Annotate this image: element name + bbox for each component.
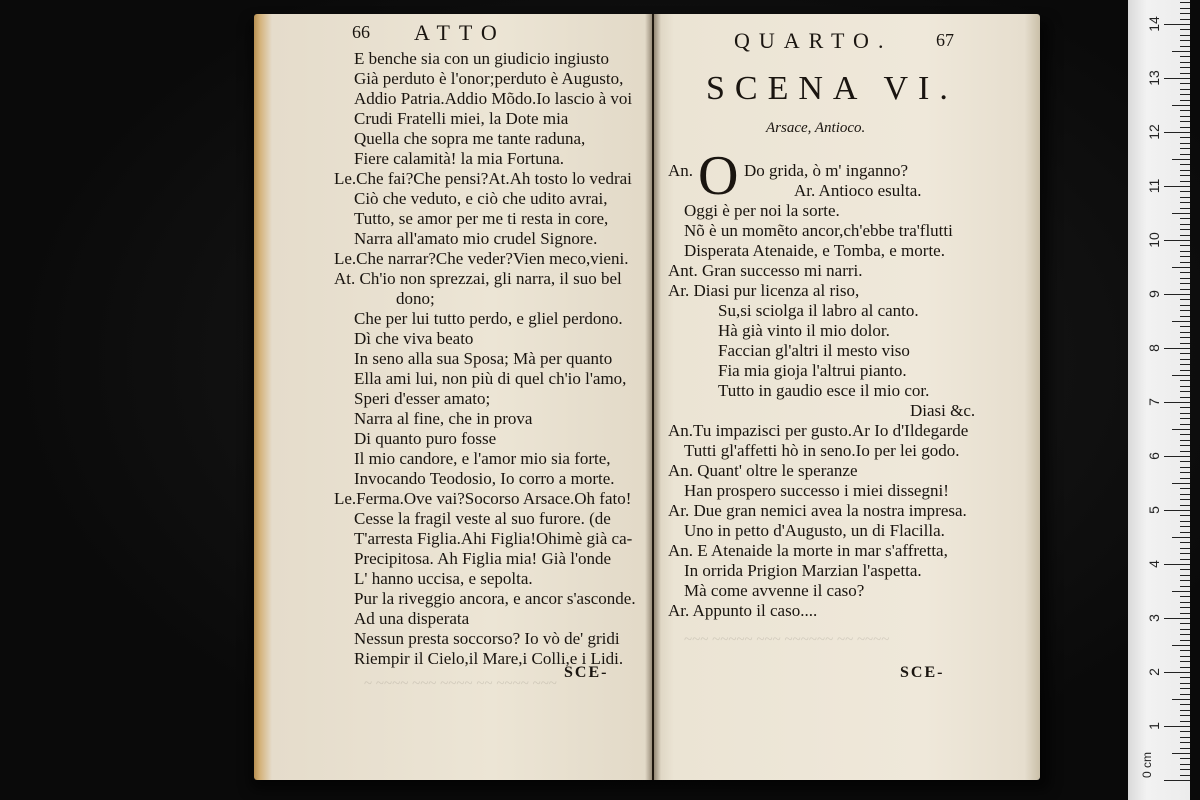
ruler-tick — [1180, 461, 1190, 462]
ruler-tick — [1172, 321, 1190, 322]
ruler-tick — [1180, 278, 1190, 279]
left-line-15: Dì che viva beato — [354, 329, 474, 348]
ruler-tick — [1180, 353, 1190, 354]
left-running-head: ATTO — [414, 20, 506, 45]
right-page — [654, 14, 1040, 780]
ruler-tick — [1180, 326, 1190, 327]
ruler-tick — [1180, 499, 1190, 500]
ruler-tick — [1180, 569, 1190, 570]
ruler-tick — [1180, 332, 1190, 333]
ruler-tick — [1180, 586, 1190, 587]
left-line-11: Le.Che narrar?Che veder?Vien meco,vieni. — [334, 249, 629, 268]
ruler-tick — [1164, 618, 1190, 619]
ruler-label: 6 — [1146, 452, 1162, 460]
ruler-tick — [1164, 24, 1190, 25]
ruler-label: 2 — [1146, 668, 1162, 676]
ruler-tick — [1180, 434, 1190, 435]
left-line-26: Precipitosa. Ah Figlia mia! Già l'onde — [354, 549, 612, 568]
ruler-tick — [1180, 494, 1190, 495]
right-page-number: 67 — [936, 30, 954, 50]
ruler-tick — [1180, 445, 1190, 446]
right-line-1: Do grida, ò m' inganno? — [744, 161, 909, 180]
ruler-tick — [1180, 688, 1190, 689]
right-line-8: Su,si sciolga il labro al canto. — [718, 301, 919, 320]
ruler-tick — [1180, 559, 1190, 560]
ruler-tick — [1180, 467, 1190, 468]
right-line-6: Ant. Gran successo mi narri. — [668, 261, 863, 280]
ruler-tick — [1180, 407, 1190, 408]
ruler-tick — [1180, 251, 1190, 252]
ruler-tick — [1180, 418, 1190, 419]
ruler-tick — [1180, 440, 1190, 441]
right-line-19: Uno in petto d'Augusto, un di Flacilla. — [684, 521, 945, 540]
ruler-tick — [1180, 175, 1190, 176]
left-line-7: Le.Che fai?Che pensi?At.Ah tosto lo vedrai — [334, 169, 632, 188]
ruler-tick — [1180, 13, 1190, 14]
ruler-label: 12 — [1146, 124, 1162, 140]
ruler-tick — [1180, 73, 1190, 74]
ruler-tick — [1180, 262, 1190, 263]
ruler-tick — [1180, 380, 1190, 381]
ruler-tick — [1180, 397, 1190, 398]
left-line-2: Già perduto è l'onor;perduto è Augusto, — [354, 69, 624, 88]
ruler-tick — [1180, 775, 1190, 776]
ruler-tick — [1180, 742, 1190, 743]
ruler-tick — [1164, 186, 1190, 187]
ruler-tick — [1180, 623, 1190, 624]
ruler-tick — [1172, 645, 1190, 646]
ruler-tick — [1180, 148, 1190, 149]
ruler-tick — [1180, 532, 1190, 533]
drop-cap: O — [698, 145, 739, 207]
right-line-23: Ar. Appunto il caso.... — [668, 601, 818, 620]
ruler-tick — [1180, 553, 1190, 554]
ruler-tick — [1180, 731, 1190, 732]
ruler-tick — [1180, 758, 1190, 759]
ruler-tick — [1180, 721, 1190, 722]
ruler-tick — [1180, 505, 1190, 506]
ruler-tick — [1180, 283, 1190, 284]
ruler-tick — [1180, 143, 1190, 144]
ruler-tick — [1180, 83, 1190, 84]
right-catchword: SCE- — [900, 664, 945, 681]
ruler-tick — [1172, 267, 1190, 268]
ruler-tick — [1164, 510, 1190, 511]
ruler-tick — [1180, 343, 1190, 344]
ruler-tick — [1180, 164, 1190, 165]
left-line-5: Quella che sopra me tante raduna, — [354, 129, 586, 148]
left-line-30: Nessun presta soccorso? Io vò de' gridi — [354, 629, 620, 648]
right-line-15: Tutti gl'affetti hò in seno.Io per lei godo. — [684, 441, 960, 460]
ruler-tick — [1180, 521, 1190, 522]
right-line-12: Tutto in gaudio esce il mio cor. — [718, 381, 930, 400]
left-line-1: E benche sia con un giudicio ingiusto — [354, 49, 609, 68]
ruler-tick — [1180, 386, 1190, 387]
ruler-label: 5 — [1146, 506, 1162, 514]
right-line-7: Ar. Diasi pur licenza al riso, — [668, 281, 860, 300]
ruler-tick — [1172, 51, 1190, 52]
ruler-tick — [1180, 116, 1190, 117]
ruler-tick — [1180, 424, 1190, 425]
ruler-tick — [1180, 596, 1190, 597]
ruler-tick — [1180, 197, 1190, 198]
ruler-tick — [1180, 694, 1190, 695]
right-line-21: In orrida Prigion Marzian l'aspetta. — [684, 561, 922, 580]
left-line-16: In seno alla sua Sposa; Mà per quanto — [354, 349, 613, 368]
right-line-20: An. E Atenaide la morte in mar s'affretta, — [668, 541, 948, 560]
right-line-3: Oggi è per noi la sorte. — [684, 201, 840, 220]
ruler-tick — [1180, 67, 1190, 68]
left-page — [254, 14, 652, 780]
ruler-tick — [1180, 542, 1190, 543]
ruler-tick — [1172, 375, 1190, 376]
measurement-ruler — [1128, 0, 1190, 800]
ruler-tick — [1180, 29, 1190, 30]
ruler-tick — [1180, 391, 1190, 392]
ruler-tick — [1180, 154, 1190, 155]
ruler-tick — [1180, 256, 1190, 257]
ruler-tick — [1180, 640, 1190, 641]
left-line-12: At. Ch'io non sprezzai, gli narra, il suo bel — [334, 269, 622, 288]
ruler-tick — [1180, 602, 1190, 603]
ruler-tick — [1180, 667, 1190, 668]
left-line-29: Ad una disperata — [354, 609, 470, 628]
show-through-bleed-right: ~~~ ~~~~~ ~~~ ~~~~~~ ~~ ~~~~ — [684, 632, 890, 648]
ruler-tick — [1180, 607, 1190, 608]
ruler-label: 14 — [1146, 16, 1162, 32]
ruler-tick — [1180, 548, 1190, 549]
ruler-tick — [1180, 575, 1190, 576]
ruler-tick — [1180, 2, 1190, 3]
right-line-14: An.Tu impazisci per gusto.Ar Io d'Ildegarde — [668, 421, 969, 440]
show-through-bleed-left: ~ ~~~~ ~~~ ~~~~ ~~ ~~~~ ~~~ — [364, 676, 557, 692]
right-line-4: Nõ è un momẽto ancor,ch'ebbe tra'flutti — [684, 221, 953, 240]
ruler-tick — [1180, 413, 1190, 414]
ruler-label: 8 — [1146, 344, 1162, 352]
ruler-tick — [1180, 170, 1190, 171]
ruler-label: 10 — [1146, 232, 1162, 248]
ruler-tick — [1180, 224, 1190, 225]
ruler-label: 1 — [1146, 722, 1162, 730]
left-line-28: Pur la riveggio ancora, e ancor s'asconde. — [354, 589, 636, 608]
ruler-label: 9 — [1146, 290, 1162, 298]
ruler-label: 7 — [1146, 398, 1162, 406]
left-line-20: Di quanto puro fosse — [354, 429, 497, 448]
ruler-tick — [1164, 672, 1190, 673]
ruler-tick — [1180, 715, 1190, 716]
left-line-23: Le.Ferma.Ove vai?Socorso Arsace.Oh fato! — [334, 489, 632, 508]
left-line-6: Fiere calamità! la mia Fortuna. — [354, 149, 565, 168]
right-speaker-an: An. — [668, 161, 694, 180]
ruler-label: 4 — [1146, 560, 1162, 568]
scene-characters: Arsace, Antioco. — [766, 120, 866, 136]
ruler-tick — [1172, 537, 1190, 538]
ruler-tick — [1180, 748, 1190, 749]
ruler-tick — [1180, 451, 1190, 452]
ruler-tick — [1180, 110, 1190, 111]
ruler-tick — [1180, 62, 1190, 63]
ruler-tick — [1180, 229, 1190, 230]
ruler-tick — [1180, 737, 1190, 738]
ruler-tick — [1180, 137, 1190, 138]
right-line-10: Faccian gl'altri il mesto viso — [718, 341, 910, 360]
ruler-tick — [1164, 78, 1190, 79]
right-line-18: Ar. Due gran nemici avea la nostra impresa. — [668, 501, 967, 520]
left-line-18: Speri d'esser amato; — [354, 389, 491, 408]
ruler-tick — [1180, 310, 1190, 311]
left-line-9: Tutto, se amor per me ti resta in core, — [354, 209, 609, 228]
ruler-tick — [1180, 316, 1190, 317]
ruler-tick — [1180, 289, 1190, 290]
ruler-tick — [1164, 132, 1190, 133]
right-line-22: Mà come avvenne il caso? — [684, 581, 865, 600]
ruler-tick — [1180, 650, 1190, 651]
right-line-2: Ar. Antioco esulta. — [794, 181, 922, 200]
left-line-27: L' hanno uccisa, e sepolta. — [354, 569, 533, 588]
ruler-tick — [1180, 202, 1190, 203]
ruler-tick — [1180, 704, 1190, 705]
right-line-11: Fia mia gioja l'altrui pianto. — [718, 361, 907, 380]
left-line-3: Addio Patria.Addio Mõdo.Io lascio à voi — [354, 89, 633, 108]
ruler-tick — [1180, 89, 1190, 90]
left-line-22: Invocando Teodosio, Io corro a morte. — [354, 469, 615, 488]
ruler-tick — [1172, 213, 1190, 214]
left-line-31: Riempir il Cielo,il Mare,i Colli,e i Lidi. — [354, 649, 624, 668]
ruler-tick — [1180, 35, 1190, 36]
ruler-tick — [1164, 456, 1190, 457]
ruler-tick — [1172, 159, 1190, 160]
ruler-tick — [1180, 272, 1190, 273]
left-line-8: Ciò che veduto, e ciò che udito avrai, — [354, 189, 608, 208]
ruler-tick — [1180, 40, 1190, 41]
ruler-tick — [1180, 8, 1190, 9]
ruler-tick — [1180, 94, 1190, 95]
ruler-tick — [1180, 526, 1190, 527]
ruler-tick — [1180, 661, 1190, 662]
ruler-tick — [1180, 677, 1190, 678]
ruler-tick — [1164, 294, 1190, 295]
ruler-tick — [1180, 769, 1190, 770]
left-line-17: Ella ami lui, non più di quel ch'io l'amo, — [354, 369, 627, 388]
book-gutter — [645, 14, 661, 780]
ruler-tick — [1180, 208, 1190, 209]
ruler-tick — [1172, 753, 1190, 754]
ruler-tick — [1180, 370, 1190, 371]
ruler-tick — [1180, 515, 1190, 516]
ruler-tick — [1172, 699, 1190, 700]
ruler-tick — [1180, 245, 1190, 246]
ruler-tick — [1164, 564, 1190, 565]
ruler-tick — [1180, 629, 1190, 630]
ruler-tick — [1180, 580, 1190, 581]
ruler-label: 11 — [1146, 178, 1162, 194]
left-page-number: 66 — [352, 22, 370, 42]
ruler-tick — [1164, 240, 1190, 241]
ruler-tick — [1180, 19, 1190, 20]
right-line-13: Diasi &c. — [910, 401, 976, 420]
ruler-tick — [1180, 299, 1190, 300]
ruler-label: 13 — [1146, 70, 1162, 86]
ruler-tick — [1180, 634, 1190, 635]
ruler-tick — [1180, 478, 1190, 479]
ruler-tick — [1180, 218, 1190, 219]
ruler-tick — [1164, 780, 1190, 781]
right-line-5: Disperata Atenaide, e Tomba, e morte. — [684, 241, 945, 260]
left-line-24: Cesse la fragil veste al suo furore. (de — [354, 509, 611, 528]
left-line-25: T'arresta Figlia.Ahi Figlia!Ohimè già ca- — [354, 529, 633, 548]
ruler-tick — [1180, 764, 1190, 765]
left-catchword: SCE- — [564, 664, 609, 681]
ruler-tick — [1172, 105, 1190, 106]
ruler-tick — [1172, 591, 1190, 592]
left-line-21: Il mio candore, e l'amor mio sia forte, — [354, 449, 611, 468]
ruler-tick — [1164, 348, 1190, 349]
ruler-label: 3 — [1146, 614, 1162, 622]
left-line-19: Narra al fine, che in prova — [354, 409, 533, 428]
ruler-tick — [1172, 429, 1190, 430]
left-line-14: Che per lui tutto perdo, e gliel perdono. — [354, 309, 623, 328]
ruler-tick — [1180, 127, 1190, 128]
ruler-tick — [1180, 359, 1190, 360]
ruler-tick — [1172, 483, 1190, 484]
ruler-tick — [1180, 181, 1190, 182]
right-running-head: QUARTO. — [734, 28, 893, 53]
ruler-tick — [1180, 364, 1190, 365]
ruler-tick — [1180, 100, 1190, 101]
left-line-10: Narra all'amato mio crudel Signore. — [354, 229, 598, 248]
ruler-tick — [1164, 726, 1190, 727]
ruler-tick — [1180, 472, 1190, 473]
left-line-4: Crudi Fratelli miei, la Dote mia — [354, 109, 569, 128]
right-line-17: Han prospero successo i miei dissegni! — [684, 481, 949, 500]
ruler-unit-label: 0 cm — [1140, 752, 1154, 779]
ruler-tick — [1180, 305, 1190, 306]
ruler-tick — [1180, 191, 1190, 192]
right-line-16: An. Quant' oltre le speranze — [668, 461, 858, 480]
ruler-tick — [1180, 56, 1190, 57]
ruler-tick — [1180, 683, 1190, 684]
ruler-tick — [1164, 402, 1190, 403]
ruler-tick — [1180, 710, 1190, 711]
ruler-tick — [1180, 656, 1190, 657]
right-line-9: Hà già vinto il mio dolor. — [718, 321, 890, 340]
ruler-tick — [1180, 235, 1190, 236]
ruler-tick — [1180, 46, 1190, 47]
ruler-tick — [1180, 613, 1190, 614]
ruler-tick — [1180, 121, 1190, 122]
left-line-13: dono; — [396, 289, 435, 308]
ruler-tick — [1180, 488, 1190, 489]
scene-title: SCENA VI. — [706, 70, 958, 107]
ruler-tick — [1180, 337, 1190, 338]
